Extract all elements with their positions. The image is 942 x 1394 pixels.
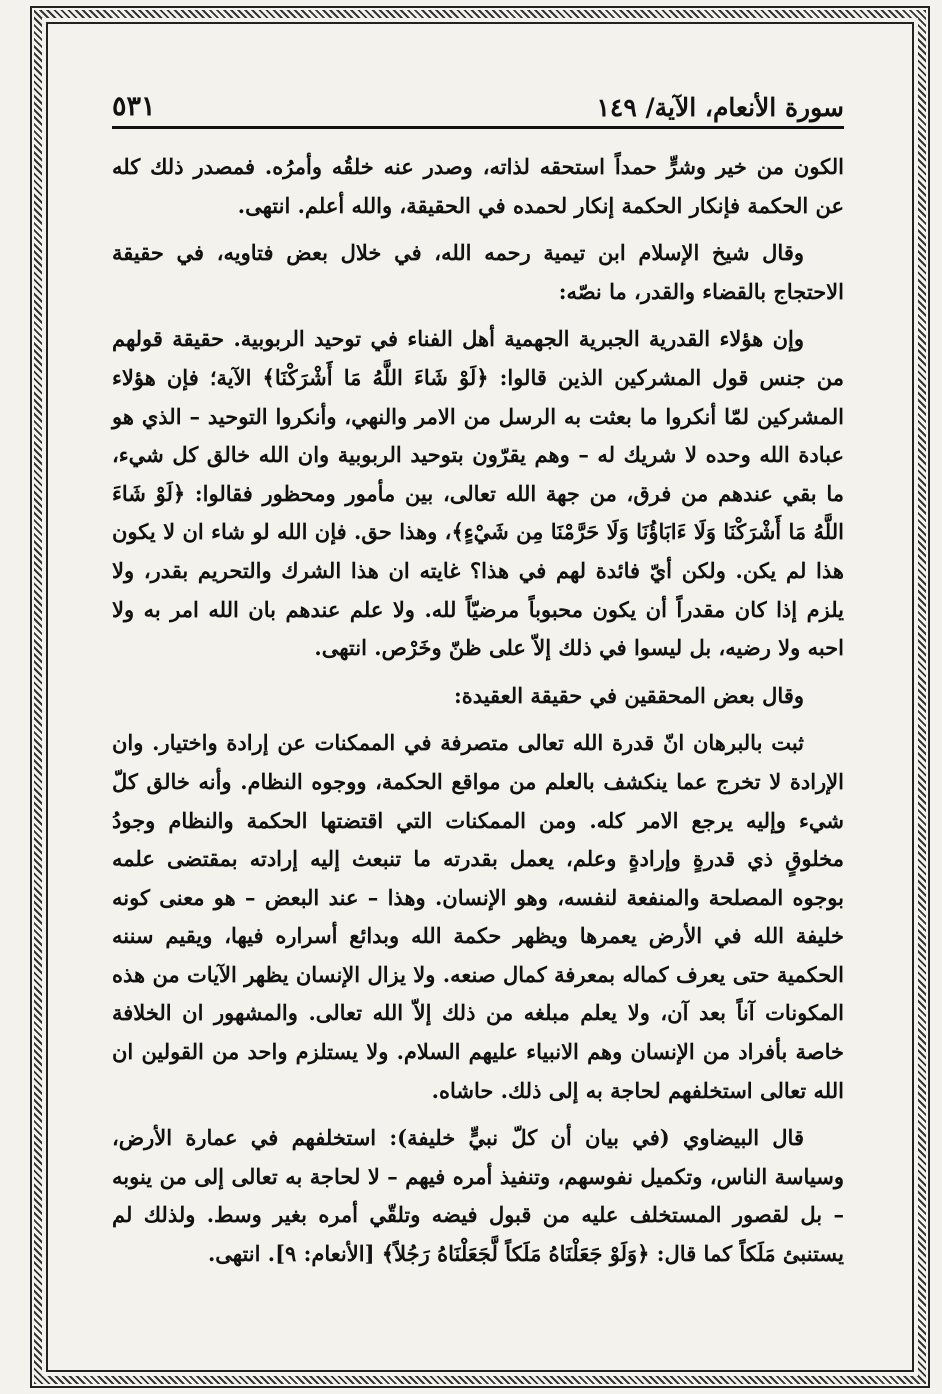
header-title: سورة الأنعام، الآية/ ١٤٩ [596,93,844,122]
paragraph: وإن هؤلاء القدرية الجبرية الجهمية أهل الفناء في توحيد الربوبية. حقيقة قولهم من جنس قول المشركين الذين قالوا: ﴿لَوْ شَاءَ اللَّهُ مَا أَشْرَكْنَا﴾ الآية؛ فإن هؤلاء المشركين لمّا أنكروا ما بعثت به الرسل من الامر والنهي، وأنكروا التوحيد – الذي هو عبادة الله وحده لا شريك له – وهم يقرّون بتوحيد الربوبية وان الله خالق كل شيء، ما بقي عندهم من فرق، من جهة الله تعالى، بين مأمور ومحظور فقالوا: ﴿لَوْ شَاءَ اللَّهُ مَا أَشْرَكْنَا وَلَا ءَابَاؤُنَا وَلَا حَرَّمْنَا مِن شَيْءٍ﴾، وهذا حق. فإن الله لو شاء ان لا يكون هذا لم يكن. ولكن أيّ فائدة لهم في هذا؟ غايته ان هذا الشرك والتحريم بقدر، ولا يلزم إذا كان مقدراً أن يكون محبوباً مرضيّاً لله. ولا علم عندهم بان الله امر به ولا احبه ولا رضيه، بل ليسوا في ذلك إلاّ على ظنّ وخَرْص. انتهى. [112,326,844,661]
paragraph: الكون من خير وشرٍّ حمداً استحقه لذاته، وصدر عنه خلقُه وأمرُه. فمصدر ذلك كله عن الحكمة فإنكار الحكمة إنكار لحمده في الحقيقة، والله أعلم. انتهى. [112,154,844,218]
page-body [112,148,844,1283]
paragraph: قال البيضاوي (في بيان أن كلّ نبيٍّ خليفة): استخلفهم في عمارة الأرض، وسياسة الناس، وتكميل نفوسهم، وتنفيذ أمره فيهم – لا لحاجة به تعالى إلى من ينوبه – بل لقصور المستخلف عليه من قبول فيضه وتلقّي أمره بغير وسط. ولذلك لم يستنبئ مَلَكاً كما قال: ﴿وَلَوْ جَعَلْنَاهُ مَلَكاً لَّجَعَلْنَاهُ رَجُلاً﴾ [الأنعام: ٩]. انتهى. [112,1125,844,1267]
paragraph: وقال شيخ الإسلام ابن تيمية رحمه الله، في خلال بعض فتاويه، في حقيقة الاحتجاج بالقضاء والقدر، ما نصّه: [112,240,844,304]
paragraph: وقال بعض المحققين في حقيقة العقيدة: [453,682,804,708]
running-header [112,84,844,129]
paragraph: ثبت بالبرهان انّ قدرة الله تعالى متصرفة في الممكنات عن إرادة واختيار. وان الإرادة لا تخرج عما ينكشف بالعلم من مواقع الحكمة، ووجوه النظام. وأنه خالق كلّ شيء وإليه يرجع الامر كله. ومن الممكنات التي اقتضتها الحكمة والنظام وجودُ مخلوقٍ ذي قدرةٍ وإرادةٍ وعلم، يعمل بقدرته ما تنبعث إليه إرادته بمقتضى علمه بوجوه المصلحة والمنفعة لنفسه، وهو الإنسان. وهذا – عند البعض – هو معنى كونه خليفة الله في الأرض يعمرها ويظهر حكمة الله وبدائع أسراره فيها، ويقيم سننه الحكمية حتى يعرف كماله بمعرفة كمال صنعه. ولا يزال الإنسان يظهر الآيات من هذه المكونات آناً بعد آن، ولا يعلم مبلغه من ذلك إلاّ الله تعالى. والمشهور ان الخلافة خاصة بأفراد من الإنسان وهم الانبياء عليهم السلام. ولا يستلزم واحد من القولين ان الله تعالى استخلفهم لحاجة به إلى ذلك. حاشاه. [112,730,845,1103]
page-number: ٥٣١ [112,91,156,122]
